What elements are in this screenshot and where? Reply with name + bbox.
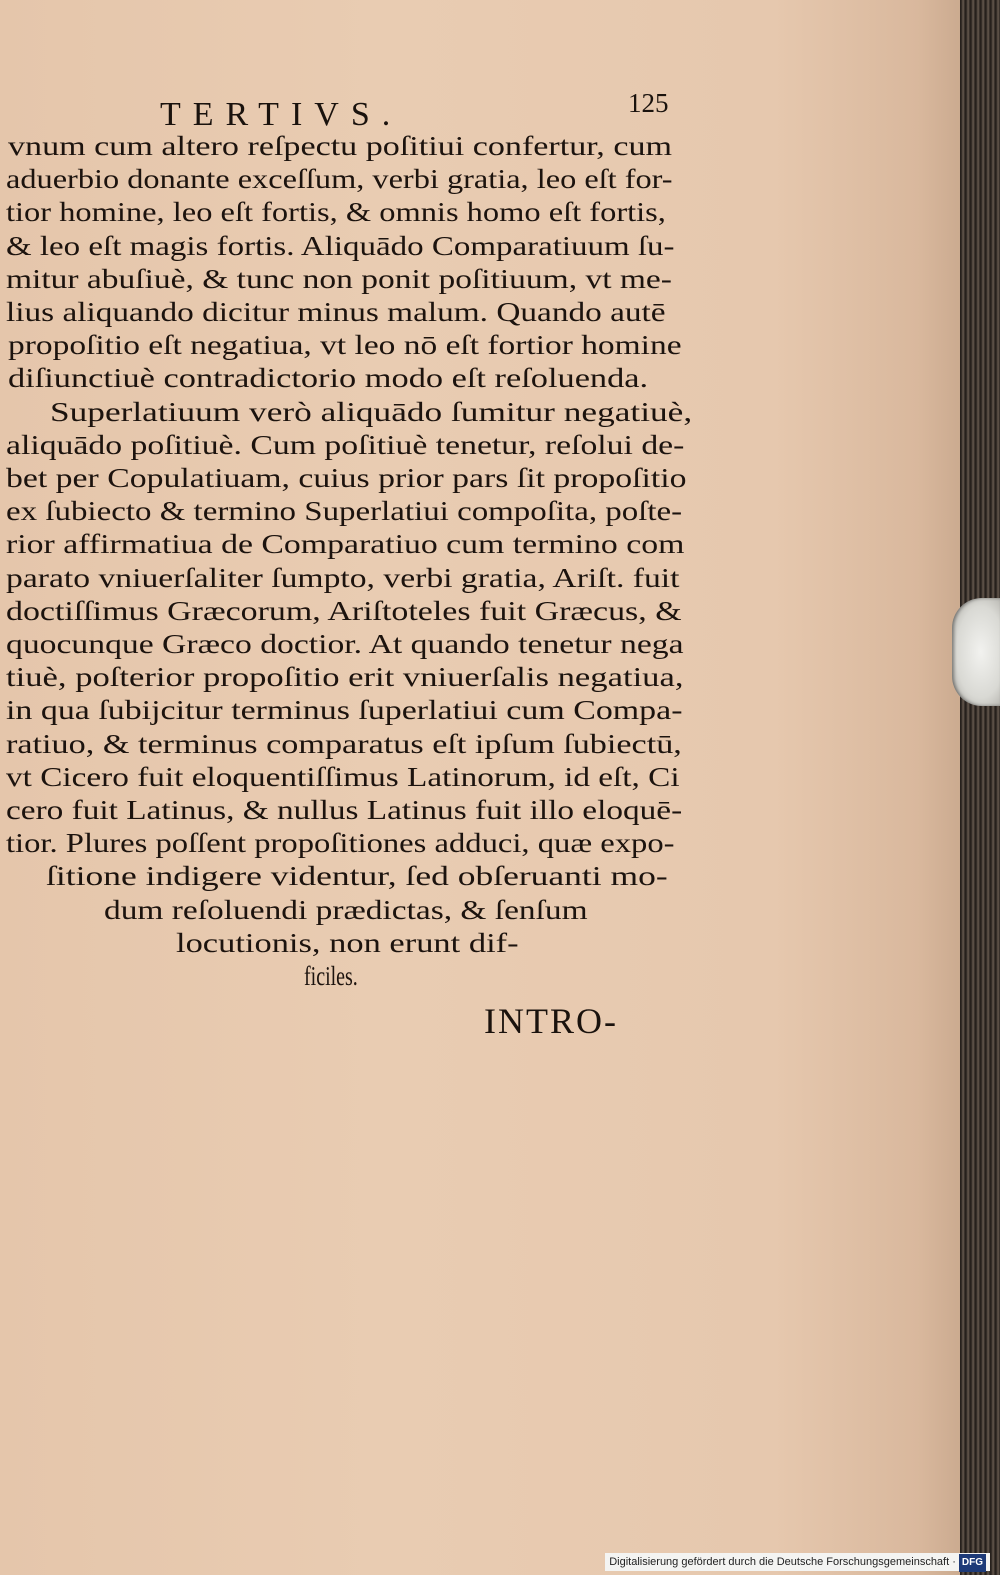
- text-line: cero fuit Latinus, & nullus Latinus fuit illo eloquē-: [6, 795, 683, 825]
- dfg-logo: DFG: [959, 1554, 986, 1572]
- text-line: ratiuo, & terminus comparatus eſt ipſum ſubiectū,: [6, 728, 682, 759]
- text-line: rior affirmatiua de Comparatiuo cum termino com: [6, 529, 685, 560]
- text-line: bet per Copulatiuam, cuius prior pars ſit propoſitio: [6, 463, 687, 493]
- text-line: dum reſoluendi prædictas, & ſenſum: [104, 894, 588, 925]
- text-line: vnum cum altero reſpectu poſitiui confertur, cum: [8, 131, 673, 161]
- running-head: TERTIVS.: [160, 96, 403, 133]
- text-line: Superlatiuum verò aliquādo ſumitur negatiuè,: [50, 396, 693, 427]
- text-line: doctiſſimus Græcorum, Ariſtoteles fuit Græcus, &: [6, 595, 682, 626]
- text-line: vt Cicero fuit eloquentiſſimus Latinorum, id eſt, Ci: [6, 761, 680, 792]
- text-line: ſitione indigere videntur, ſed obſeruanti mo-: [46, 861, 668, 892]
- credit-text: Digitalisierung gefördert durch die Deutsche Forschungsgemeinschaft ·: [609, 1556, 956, 1568]
- page-number: 125: [628, 88, 669, 118]
- text-line: parato vniuerſaliter ſumpto, verbi gratia, Ariſt. fuit: [6, 562, 680, 593]
- text-line: tior. Plures poſſent propoſitiones adduci, quæ expo-: [6, 828, 675, 859]
- text-line: diſiunctiuè contradictorio modo eſt reſoluenda.: [8, 363, 649, 394]
- text-line: ficiles.: [304, 961, 358, 991]
- text-line: aduerbio donante exceſſum, verbi gratia, leo eſt for-: [6, 164, 673, 195]
- text-line: ex ſubiecto & termino Superlatiui compoſita, poſte-: [6, 496, 683, 527]
- bookmark-tab: [952, 598, 1000, 706]
- text-line: aliquādo poſitiuè. Cum poſitiuè tenetur, reſolui de-: [6, 429, 685, 460]
- text-line: in qua ſubijcitur terminus ſuperlatiui cum Compa-: [6, 695, 683, 726]
- digitization-credit: [605, 1553, 990, 1571]
- text-line: tiuè, poſterior propoſitio erit vniuerſalis negatiua,: [6, 662, 684, 693]
- text-line: lius aliquando dicitur minus malum. Quando autē: [6, 297, 666, 327]
- text-line: propoſitio eſt negatiua, vt leo nō eſt fortior homine: [8, 330, 682, 361]
- text-line: quocunque Græco doctior. At quando tenetur nega: [6, 629, 684, 659]
- text-line: & leo eſt magis fortis. Aliquādo Comparatiuum ſu-: [6, 230, 675, 261]
- text-line: tior homine, leo eſt fortis, & omnis homo eſt fortis,: [6, 197, 666, 228]
- text-line: locutionis, non erunt dif-: [176, 927, 519, 958]
- catchword: INTRO-: [484, 1001, 618, 1041]
- page-edges: [960, 0, 1000, 1575]
- text-line: mitur abuſiuè, & tunc non ponit poſitiuum, vt me-: [6, 263, 672, 294]
